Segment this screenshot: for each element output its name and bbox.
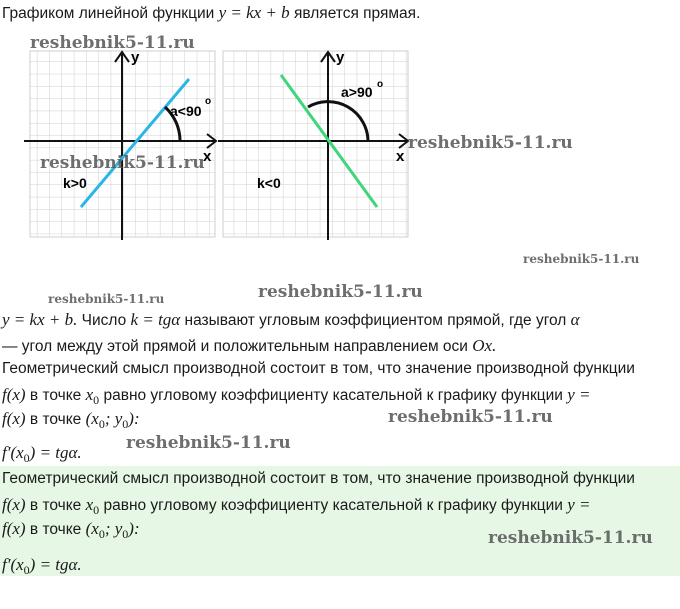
para3-l3-pt2-sub: 0 — [122, 527, 129, 542]
para1-alpha: α — [570, 310, 580, 329]
para3-l2-y: y = — [567, 495, 591, 514]
para1-text2: называют угловым коэффициентом прямой, где угол — [180, 312, 571, 329]
para2-l3-t: в точке — [25, 411, 86, 428]
left-y-label: y — [131, 49, 140, 66]
left-graph — [24, 49, 216, 240]
para3-l4-f: f′(x — [2, 555, 24, 574]
para2-l3-pt-sub: 0 — [98, 417, 105, 432]
para2-l2-x0: x — [85, 385, 94, 404]
para1-formula2: k = tgα — [130, 310, 181, 329]
para2-line3 — [2, 408, 140, 435]
para1-formula: y = kx + b. — [2, 310, 78, 329]
para3-l4-rest: ) = tgα. — [29, 555, 82, 574]
para2-l3-pt2: ; y — [104, 409, 123, 428]
para2-line1 — [2, 358, 635, 380]
para2-line4 — [2, 442, 82, 469]
left-degree: o — [205, 96, 212, 107]
para2-l2-t1: в точке — [25, 387, 86, 404]
right-k-label: k<0 — [257, 175, 281, 191]
right-angle-label: a>90 — [341, 84, 373, 100]
watermark: reshebnik5-11.ru — [388, 407, 553, 427]
para3-l2-t1: в точке — [25, 497, 86, 514]
watermark: reshebnik5-11.ru — [408, 133, 573, 153]
para3-l3-pt3: ): — [128, 519, 140, 538]
watermark: reshebnik5-11.ru — [488, 528, 653, 548]
right-degree: o — [377, 79, 384, 90]
para1-line2 — [2, 335, 496, 358]
right-graph — [218, 49, 408, 240]
para1-line1 — [2, 309, 580, 332]
right-y-label: y — [336, 49, 345, 66]
para2-l4-f: f′(x — [2, 443, 24, 462]
para1-line2-text: — угол между этой прямой и положительным направлением оси — [2, 338, 473, 355]
para3-l3-pt2: ; y — [104, 519, 123, 538]
para3-l2-t2: равно угловому коэффициенту касательной к графику функции — [99, 497, 568, 514]
watermark: reshebnik5-11.ru — [258, 282, 423, 302]
para3-line3 — [2, 518, 140, 545]
para2-l1-text: Геометрический смысл производной состоит в том, что значение производной функции — [2, 360, 635, 377]
para3-l2-f: f(x) — [2, 495, 26, 514]
para3-l3-pt-sub: 0 — [98, 527, 105, 542]
watermark: reshebnik5-11.ru — [523, 252, 640, 266]
para2-l2-x0-sub: 0 — [93, 393, 100, 408]
watermark: reshebnik5-11.ru — [40, 153, 205, 173]
left-angle-label: a<90 — [170, 103, 202, 119]
left-x-label: x — [203, 148, 212, 165]
para1-axis: Ox. — [472, 336, 497, 355]
intro-formula: y = kx + b — [218, 3, 290, 22]
para3-l1-text: Геометрический смысл производной состоит в том, что значение производной функции — [2, 470, 635, 487]
para2-l2-t2: равно угловому коэффициенту касательной к графику функции — [99, 387, 568, 404]
para1-text1: Число — [77, 312, 131, 329]
left-k-label: k>0 — [63, 175, 87, 191]
para2-l3-pt: (x — [85, 409, 99, 428]
para3-l2-x0-sub: 0 — [93, 503, 100, 518]
para2-l2-y: y = — [567, 385, 591, 404]
watermark: reshebnik5-11.ru — [126, 433, 291, 453]
para2-l4-sub: 0 — [23, 451, 30, 466]
para2-l4-rest: ) = tgα. — [29, 443, 82, 462]
intro-suffix: является прямая. — [289, 5, 421, 22]
para3-l2-x0: x — [85, 495, 94, 514]
para3-l3-t: в точке — [25, 521, 86, 538]
para2-l2-f: f(x) — [2, 385, 26, 404]
para3-l3-f: f(x) — [2, 519, 26, 538]
para3-line1 — [2, 468, 635, 490]
right-x-label: x — [396, 148, 405, 165]
intro-prefix: Графиком линейной функции — [2, 5, 219, 22]
watermark: reshebnik5-11.ru — [48, 292, 165, 306]
para2-l3-pt3: ): — [128, 409, 140, 428]
para3-l3-pt: (x — [85, 519, 99, 538]
para3-line4 — [2, 554, 82, 581]
para3-l4-sub: 0 — [23, 563, 30, 578]
para2-l3-pt2-sub: 0 — [122, 417, 129, 432]
watermark: reshebnik5-11.ru — [30, 33, 195, 53]
para2-l3-f: f(x) — [2, 409, 26, 428]
